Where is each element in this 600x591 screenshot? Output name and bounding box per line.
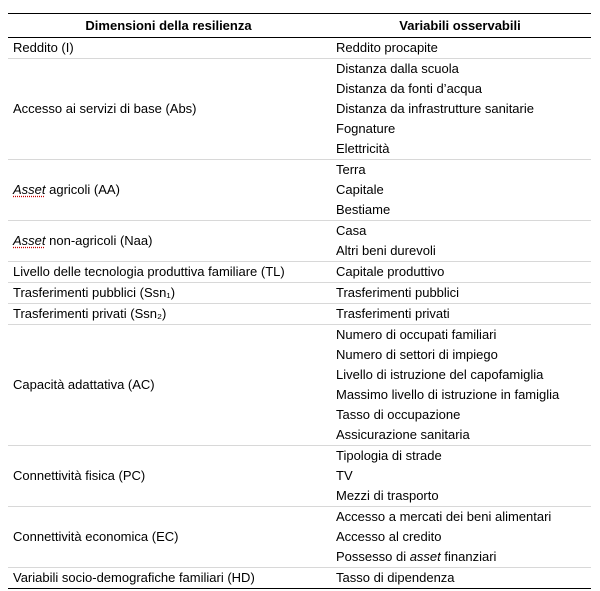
dimension-cell xyxy=(8,221,329,262)
variable-item: Trasferimenti privati xyxy=(336,306,450,321)
variables-cell xyxy=(329,283,591,304)
dimension-label-suffix: agricoli (AA) xyxy=(45,182,120,197)
variable-item: Distanza dalla scuola xyxy=(336,61,459,76)
variables-cell xyxy=(329,221,591,262)
dimension-label xyxy=(13,182,120,197)
dimension-label: Capacità adattativa (AC) xyxy=(13,377,155,392)
variable-item: Numero di settori di impiego xyxy=(336,347,498,362)
variable-item: Distanza da fonti d’acqua xyxy=(336,81,482,96)
dimension-cell xyxy=(8,160,329,221)
dimension-label-suffix: non-agricoli (Naa) xyxy=(45,233,153,248)
variable-item: Capitale xyxy=(336,182,384,197)
variable-item: Accesso al credito xyxy=(336,529,442,544)
dimension-label: Livello delle tecnologia produttiva familiare (TL) xyxy=(13,264,285,279)
resilience-dimensions-table xyxy=(8,13,591,589)
variable-suffix: finanziari xyxy=(440,549,497,564)
resilience-table-container xyxy=(8,13,591,589)
table-row xyxy=(8,507,591,568)
variable-item: Altri beni durevoli xyxy=(336,243,436,258)
variable-item: Casa xyxy=(336,223,367,238)
variable-item: Accesso a mercati dei beni alimentari xyxy=(336,509,552,524)
variables-cell xyxy=(329,262,591,283)
variable-item: Mezzi di trasporto xyxy=(336,488,439,503)
dimension-label: Connettività economica (EC) xyxy=(13,529,179,544)
variable-prefix: Possesso di xyxy=(336,549,410,564)
table-row xyxy=(8,304,591,325)
dimension-label: Variabili socio-demografiche familiari (HD) xyxy=(13,570,255,585)
dimension-cell xyxy=(8,38,329,59)
table-row xyxy=(8,568,591,589)
table-row xyxy=(8,38,591,59)
variable-item: Fognature xyxy=(336,121,396,136)
dimension-cell xyxy=(8,304,329,325)
variable-item: Bestiame xyxy=(336,202,391,217)
dimension-cell xyxy=(8,325,329,446)
dimension-cell xyxy=(8,568,329,589)
table-row xyxy=(8,221,591,262)
dimension-label: Trasferimenti pubblici (Ssn₁) xyxy=(13,285,176,300)
asset-italic-word: Asset xyxy=(13,182,46,197)
dimension-cell xyxy=(8,262,329,283)
variable-item: Capitale produttivo xyxy=(336,264,445,279)
table-row xyxy=(8,262,591,283)
dimension-cell xyxy=(8,507,329,568)
variable-item: Terra xyxy=(336,162,366,177)
variables-cell xyxy=(329,446,591,507)
header-dimensions: Dimensioni della resilienza xyxy=(8,14,329,38)
variables-cell xyxy=(329,59,591,160)
table-header-row xyxy=(8,14,591,38)
header-variables: Variabili osservabili xyxy=(329,14,591,38)
variable-item: Distanza da infrastrutture sanitarie xyxy=(336,101,534,116)
table-row xyxy=(8,160,591,221)
variable-item: Massimo livello di istruzione in famiglia xyxy=(336,387,560,402)
variable-item: Tasso di dipendenza xyxy=(336,570,455,585)
variables-cell xyxy=(329,507,591,568)
dimension-cell xyxy=(8,283,329,304)
table-row xyxy=(8,59,591,160)
table-row xyxy=(8,446,591,507)
variable-item: Elettricità xyxy=(336,141,390,156)
table-row xyxy=(8,283,591,304)
variable-item: Numero di occupati familiari xyxy=(336,327,497,342)
variable-item: Reddito procapite xyxy=(336,40,438,55)
variable-item: Tasso di occupazione xyxy=(336,407,461,422)
variables-cell xyxy=(329,304,591,325)
table-row xyxy=(8,325,591,446)
variable-item: Assicurazione sanitaria xyxy=(336,427,470,442)
variables-cell xyxy=(329,325,591,446)
variable-item: TV xyxy=(336,468,353,483)
variable-item: Trasferimenti pubblici xyxy=(336,285,460,300)
dimension-label: Connettività fisica (PC) xyxy=(13,468,146,483)
dimension-label: Trasferimenti privati (Ssn₂) xyxy=(13,306,167,321)
dimension-cell xyxy=(8,59,329,160)
variable-item: Tipologia di strade xyxy=(336,448,442,463)
variable-item: Livello di istruzione del capofamiglia xyxy=(336,367,544,382)
variables-cell xyxy=(329,568,591,589)
variables-cell xyxy=(329,38,591,59)
dimension-label: Reddito (I) xyxy=(13,40,74,55)
variables-cell xyxy=(329,160,591,221)
dimension-label: Accesso ai servizi di base (Abs) xyxy=(13,101,197,116)
asset-italic-word: asset xyxy=(409,549,441,564)
dimension-cell xyxy=(8,446,329,507)
dimension-label xyxy=(13,233,152,248)
asset-italic-word: Asset xyxy=(13,233,46,248)
variable-item xyxy=(336,547,591,567)
